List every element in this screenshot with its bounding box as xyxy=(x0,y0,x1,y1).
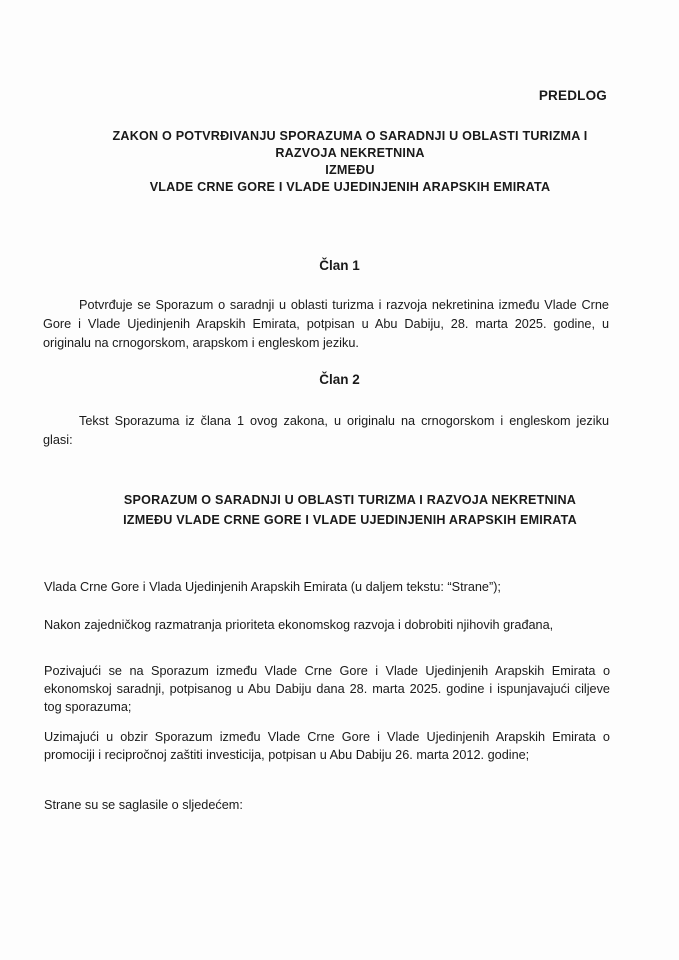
law-title-line-1: ZAKON O POTVRĐIVANJU SPORAZUMA O SARADNJI U OBLASTI TURIZMA I xyxy=(112,129,588,143)
agreement-paragraph-4: Uzimajući u obzir Sporazum između Vlade Crne Gore i Vlade Ujedinjenih Arapskih Emirata o promociji i recipročnoj zaštiti investicija, potpisan u Abu Dabiju 26. marta 2012. godine; xyxy=(44,730,610,762)
agreement-title-line-2: IZMEĐU VLADE CRNE GORE I VLADE UJEDINJENIH ARAPSKIH EMIRATA xyxy=(123,513,577,527)
agreement-paragraph-2: Nakon zajedničkog razmatranja prioriteta ekonomskog razvoja i dobrobiti njihovih građana, xyxy=(44,618,554,632)
law-title-line-3: IZMEĐU xyxy=(325,163,375,177)
agreement-paragraph-1: Vlada Crne Gore i Vlada Ujedinjenih Arapskih Emirata (u daljem tekstu: “Strane”); xyxy=(44,580,501,594)
agreement-paragraph-3: Pozivajući se na Sporazum između Vlade Crne Gore i Vlade Ujedinjenih Arapskih Emirata o ekonomskoj saradnji, potpisanog u Abu Dabiju dana 28. marta 2025. godine i ispunjavajući ciljeve tog sporazuma; xyxy=(44,664,610,714)
agreement-paragraph-5: Strane su se saglasile o sljedećem: xyxy=(44,798,243,812)
law-title-line-2: RAZVOJA NEKRETNINA xyxy=(275,146,425,160)
article-2-heading: Član 2 xyxy=(319,372,360,387)
proposal-label: PREDLOG xyxy=(538,88,607,103)
article-1-text: Potvrđuje se Sporazum o saradnji u oblasti turizma i razvoja nekretinina između Vlade Crne Gore i Vlade Ujedinjenih Arapskih Emirata, potpisan u Abu Dabiju, 28. marta 2025. godine, u originalu na crnogorskom, arapskom i engleskom jeziku. xyxy=(43,298,609,350)
law-title-line-4: VLADE CRNE GORE I VLADE UJEDINJENIH ARAPSKIH EMIRATA xyxy=(149,180,551,194)
law-title xyxy=(40,128,660,196)
article-2-text: Tekst Sporazuma iz člana 1 ovog zakona, u originalu na crnogorskom i engleskom jeziku glasi: xyxy=(43,414,609,447)
article-1-heading: Član 1 xyxy=(319,258,360,273)
agreement-title xyxy=(40,490,660,530)
agreement-title-line-1: SPORAZUM O SARADNJI U OBLASTI TURIZMA I RAZVOJA NEKRETNINA xyxy=(123,493,577,507)
